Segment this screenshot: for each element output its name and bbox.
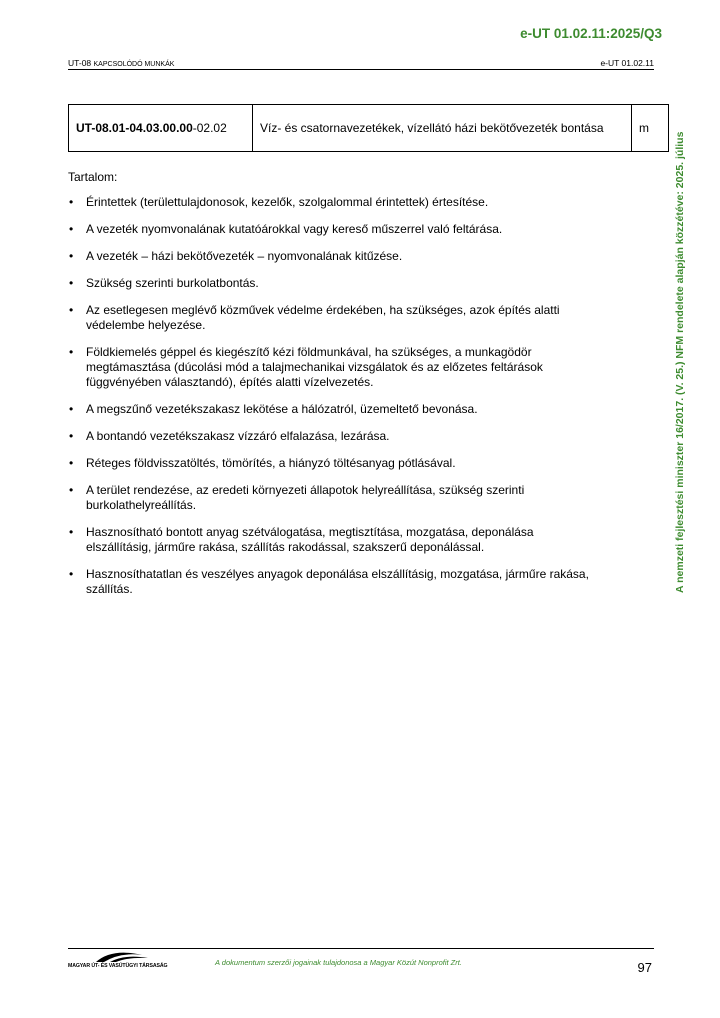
item-code-cell — [69, 105, 253, 152]
item-code-suffix: -02.02 — [192, 121, 227, 135]
item-description: Víz- és csatornavezetékek, vízellátó házi bekötővezeték bontása — [253, 105, 632, 152]
society-logo — [68, 950, 168, 974]
section-header — [68, 58, 174, 68]
list-item: • A terület rendezése, az eredeti környezeti állapotok helyreállítása, szükség szerinti burkolathelyreállítás. — [68, 483, 598, 513]
list-item: • Hasznosítható bontott anyag szétválogatása, megtisztítása, mozgatása, deponálása elszállításig, járműre rakása, szállítás rakodással, szakszerű deponálással. — [68, 525, 598, 555]
section-prefix: UT-08 — [68, 58, 94, 68]
list-item: • A megszűnő vezetékszakasz lekötése a hálózatról, üzemeltető bevonása. — [68, 402, 598, 417]
document-code: e-UT 01.02.11:2025/Q3 — [520, 26, 662, 41]
logo-text: MAGYAR ÚT- ÉS VASÚTÜGYI TÁRSASÁG — [68, 963, 168, 969]
item-table — [68, 104, 669, 152]
list-item: • Hasznosíthatatlan és veszélyes anyagok deponálása elszállításig, mozgatása, járműre rakása, szállítás. — [68, 567, 598, 597]
side-publication-note: A nemzeti fejlesztési miniszter 16/2017. (V. 25.) NFM rendelete alapján közzétéve: 2025. július — [674, 131, 686, 594]
header-divider — [68, 69, 654, 70]
page-number: 97 — [637, 960, 652, 975]
list-item: • Réteges földvisszatöltés, tömörítés, a hiányzó töltésanyag pótlásával. — [68, 456, 598, 471]
content-list — [68, 195, 598, 597]
list-item: • Földkiemelés géppel és kiegészítő kézi földmunkával, ha szükséges, a munkagödör megtámasztása (dúcolási mód a talajmechanikai vizsgálatok és az előzetes feltárások függvényében választandó), építés alatti vízelvezetés. — [68, 345, 598, 390]
section-title: KAPCSOLÓDÓ MUNKÁK — [93, 61, 175, 68]
content-title: Tartalom: — [68, 170, 118, 184]
list-item: • Érintettek (területtulajdonosok, kezelők, szolgalommal érintettek) értesítése. — [68, 195, 598, 210]
list-item: • A bontandó vezetékszakasz vízzáró elfalazása, lezárása. — [68, 429, 598, 444]
list-item: • Szükség szerinti burkolatbontás. — [68, 276, 598, 291]
footer-divider — [68, 948, 654, 949]
list-item: • A vezeték – házi bekötővezeték – nyomvonalának kitűzése. — [68, 249, 598, 264]
document-reference: e-UT 01.02.11 — [600, 58, 654, 68]
content-section — [68, 170, 598, 609]
item-unit: m — [632, 105, 669, 152]
item-code-bold: UT-08.01-04.03.00.00 — [76, 121, 193, 135]
logo-swoosh-icon — [68, 950, 160, 964]
copyright-note: A dokumentum szerzői jogainak tulajdonosa a Magyar Közút Nonprofit Zrt. — [215, 958, 462, 967]
item-row — [69, 105, 669, 152]
list-item: • A vezeték nyomvonalának kutatóárokkal vagy kereső műszerrel való feltárása. — [68, 222, 598, 237]
list-item: • Az esetlegesen meglévő közművek védelme érdekében, ha szükséges, azok építés alatti védelembe helyezése. — [68, 303, 598, 333]
